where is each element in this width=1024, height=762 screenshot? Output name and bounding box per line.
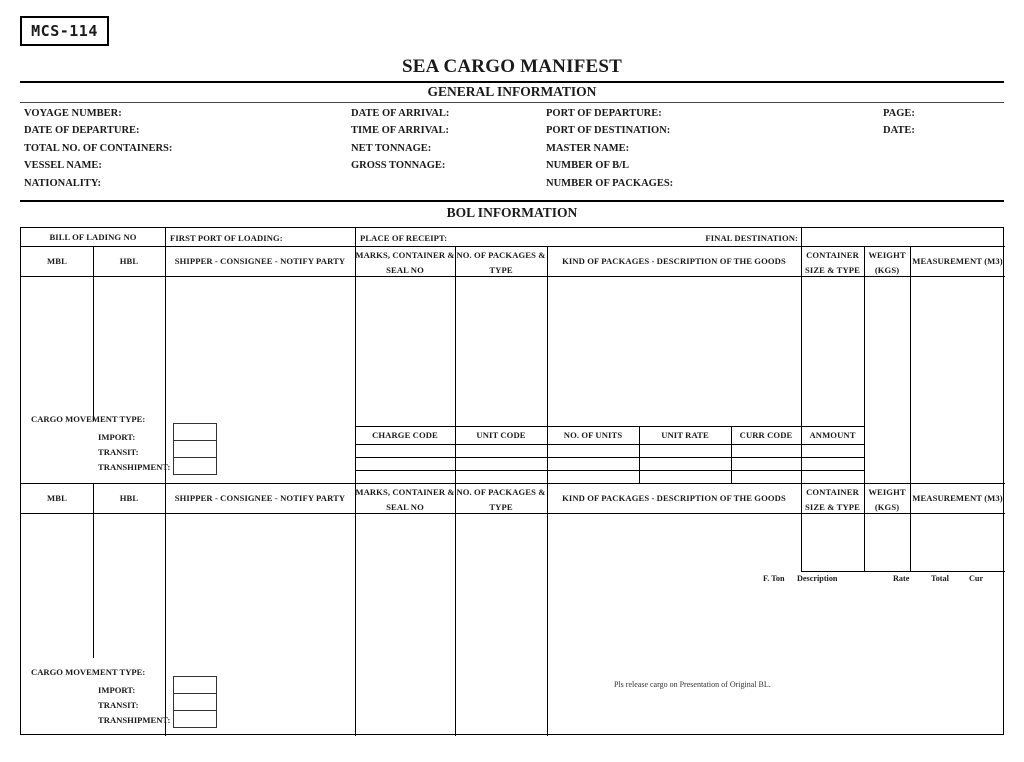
header-mbl-block2: MBL: [47, 492, 67, 503]
header-unit-code: UNIT CODE: [476, 429, 526, 440]
form-code-label: MCS-114: [31, 22, 98, 40]
cargo-movement-transit-checkbox-block1[interactable]: [173, 440, 217, 458]
form-code-box: [20, 16, 109, 46]
header-first-port-of-loading: FIRST PORT OF LOADING:: [170, 233, 283, 243]
cargo-movement-transit-label-block1: TRANSIT:: [98, 447, 139, 457]
field-port-of-departure: PORT OF DEPARTURE:: [546, 108, 662, 119]
header-place-of-receipt: PLACE OF RECEIPT:: [360, 233, 448, 243]
cell-unit-code-row3[interactable]: [455, 470, 547, 483]
header-marks-line2: SEAL NO: [386, 265, 424, 275]
field-nationality: NATIONALITY:: [24, 177, 102, 189]
header-marks-container-seal-block1: [355, 246, 455, 276]
header-final-destination: FINAL DESTINATION:: [705, 233, 798, 243]
header-packages-line1: NO. OF PACKAGES &: [456, 250, 546, 260]
header-weight-kgs-block2: [864, 483, 910, 513]
header-container-size-type-block2: [801, 483, 864, 513]
header-kind-of-packages-description-block1: KIND OF PACKAGES - DESCRIPTION OF THE GOODS: [562, 255, 786, 266]
final-destination-value-field[interactable]: [801, 228, 1005, 246]
general-section-divider: [20, 102, 1004, 103]
cell-anmount-row2[interactable]: [801, 457, 864, 470]
header-packages-line1-block2: NO. OF PACKAGES &: [456, 487, 546, 497]
field-date-of-arrival: DATE OF ARRIVAL:: [351, 108, 450, 119]
field-master-name: MASTER NAME:: [546, 142, 630, 154]
cargo-movement-transhipment-checkbox-block2[interactable]: [173, 710, 217, 728]
header-container-line2-block2: SIZE & TYPE: [805, 502, 860, 512]
field-number-of-bl: NUMBER OF B/L: [546, 160, 630, 172]
freight-header-rate: Rate: [893, 574, 910, 583]
freight-header-cur: Cur: [969, 574, 984, 583]
header-marks-line2-block2: SEAL NO: [386, 502, 424, 512]
header-unit-rate: UNIT RATE: [661, 429, 709, 440]
cell-marks-block1[interactable]: [355, 276, 455, 426]
release-cargo-note: Pls release cargo on Presentation of Original BL.: [614, 680, 771, 689]
cargo-movement-import-checkbox-block2[interactable]: [173, 676, 217, 694]
general-info-column-4: [883, 105, 915, 140]
cell-packages-block2[interactable]: [455, 513, 547, 736]
header-charge-code: CHARGE CODE: [372, 429, 438, 440]
cargo-movement-transhipment-checkbox-block1[interactable]: [173, 457, 217, 475]
cell-unit-code-row2[interactable]: [455, 457, 547, 470]
cell-charge-code-row3[interactable]: [355, 470, 455, 483]
cargo-movement-import-checkbox-block1[interactable]: [173, 423, 217, 441]
cargo-movement-import-label-block1: IMPORT:: [98, 432, 136, 442]
cell-unit-code-row1[interactable]: [455, 444, 547, 457]
header-mbl-block1: MBL: [47, 255, 67, 266]
cell-mbl-block1[interactable]: [21, 276, 93, 421]
header-hbl-block2: HBL: [119, 492, 139, 503]
cell-curr-code-row2[interactable]: [731, 457, 801, 470]
header-anmount: ANMOUNT: [809, 429, 856, 440]
cargo-movement-import-label-block2: IMPORT:: [98, 685, 136, 695]
header-container-line1: CONTAINER: [806, 250, 859, 260]
freight-header-total: Total: [931, 574, 949, 583]
cell-freight-details-block2[interactable]: [801, 586, 1005, 734]
cell-charge-code-row1[interactable]: [355, 444, 455, 457]
cell-anmount-row1[interactable]: [801, 444, 864, 457]
field-date: DATE:: [883, 125, 915, 137]
field-total-no-of-containers: TOTAL NO. OF CONTAINERS:: [24, 142, 173, 154]
freight-header-description: Description: [797, 574, 838, 583]
header-container-line2: SIZE & TYPE: [805, 265, 860, 275]
general-info-column-3: [546, 105, 673, 192]
bol-section-top-divider: [20, 200, 1004, 202]
general-info-column-2: [351, 105, 449, 175]
header-packages-line2: TYPE: [489, 265, 513, 275]
header-weight-line1-block2: WEIGHT: [868, 487, 906, 497]
field-port-of-destination: PORT OF DESTINATION:: [546, 125, 671, 137]
cell-no-of-units-row2[interactable]: [547, 457, 639, 470]
header-weight-line2-block2: (KGS): [874, 502, 900, 512]
header-bill-of-lading-no: BILL OF LADING NO: [49, 231, 137, 242]
header-container-size-type-block1: [801, 246, 864, 276]
general-information-section: [20, 105, 1004, 197]
field-number-of-packages: NUMBER OF PACKAGES:: [546, 177, 674, 189]
header-packages-line2-block2: TYPE: [489, 502, 513, 512]
header-kind-of-packages-description-block2: KIND OF PACKAGES - DESCRIPTION OF THE GOODS: [562, 492, 786, 503]
cell-anmount-row3[interactable]: [801, 470, 864, 483]
cargo-movement-transhipment-label-block1: TRANSHIPMENT:: [98, 462, 171, 472]
cell-marks-block2[interactable]: [355, 513, 455, 736]
field-vessel-name: VESSEL NAME:: [24, 160, 102, 172]
field-gross-tonnage: GROSS TONNAGE:: [351, 160, 446, 172]
field-date-of-departure: DATE OF DEPARTURE:: [24, 125, 140, 137]
cargo-movement-transit-label-block2: TRANSIT:: [98, 700, 139, 710]
header-no-of-packages-type-block2: [455, 483, 547, 513]
cell-weight-block2[interactable]: [864, 513, 910, 571]
header-container-line1-block2: CONTAINER: [806, 487, 859, 497]
field-page: PAGE:: [883, 108, 915, 119]
cell-curr-code-row3[interactable]: [731, 470, 801, 483]
cargo-movement-type-title-block1: CARGO MOVEMENT TYPE:: [31, 414, 146, 424]
cell-charge-code-row2[interactable]: [355, 457, 455, 470]
header-no-of-packages-type-block1: [455, 246, 547, 276]
cell-hbl-block2[interactable]: [93, 513, 165, 658]
page-title: SEA CARGO MANIFEST: [401, 56, 623, 77]
cell-curr-code-row1[interactable]: [731, 444, 801, 457]
cargo-movement-type-title-block2: CARGO MOVEMENT TYPE:: [31, 667, 146, 677]
field-time-of-arrival: TIME OF ARRIVAL:: [351, 125, 450, 137]
field-voyage-number: VOYAGE NUMBER:: [24, 108, 122, 119]
title-divider: [20, 81, 1004, 83]
cell-no-of-units-row1[interactable]: [547, 444, 639, 457]
field-net-tonnage: NET TONNAGE:: [351, 142, 432, 154]
general-info-column-1: [24, 105, 172, 192]
header-shipper-consignee-notify-block2: SHIPPER - CONSIGNEE - NOTIFY PARTY: [174, 492, 346, 503]
header-measurement-m3-block1: MEASUREMENT (M3): [912, 255, 1003, 266]
header-no-of-units: NO. OF UNITS: [563, 429, 623, 440]
cell-container-block2[interactable]: [801, 513, 864, 571]
cargo-movement-transit-checkbox-block2[interactable]: [173, 693, 217, 711]
cell-unit-rate-row1[interactable]: [639, 444, 731, 457]
cell-unit-rate-row2[interactable]: [639, 457, 731, 470]
cell-hbl-block1[interactable]: [93, 276, 165, 421]
freight-header-f-ton: F. Ton: [763, 574, 785, 583]
cell-description-block2[interactable]: [547, 513, 801, 736]
header-weight-line2: (KGS): [874, 265, 900, 275]
cargo-movement-transhipment-label-block2: TRANSHIPMENT:: [98, 715, 171, 725]
header-weight-kgs-block1: [864, 246, 910, 276]
bol-information-table: [20, 227, 1004, 735]
cell-measurement-block2[interactable]: [910, 513, 1005, 571]
section-title-bol: BOL INFORMATION: [446, 205, 578, 220]
cell-no-of-units-row3[interactable]: [547, 470, 639, 483]
cell-packages-block1[interactable]: [455, 276, 547, 426]
header-shipper-consignee-notify-block1: SHIPPER - CONSIGNEE - NOTIFY PARTY: [174, 255, 346, 266]
header-marks-container-seal-block2: [355, 483, 455, 513]
section-title-general: GENERAL INFORMATION: [427, 84, 597, 99]
cell-description-block1[interactable]: [547, 276, 801, 426]
header-marks-line1: MARKS, CONTAINER &: [355, 250, 455, 260]
cell-weight-block1[interactable]: [864, 276, 910, 483]
block2-container-row-bottom-line: [801, 571, 1005, 572]
header-weight-line1: WEIGHT: [868, 250, 906, 260]
cell-unit-rate-row3[interactable]: [639, 470, 731, 483]
cell-mbl-block2[interactable]: [21, 513, 93, 658]
header-hbl-block1: HBL: [119, 255, 139, 266]
header-curr-code: CURR CODE: [739, 429, 793, 440]
header-measurement-m3-block2: MEASUREMENT (M3): [912, 492, 1003, 503]
header-marks-line1-block2: MARKS, CONTAINER &: [355, 487, 455, 497]
cell-measurement-block1[interactable]: [910, 276, 1005, 483]
